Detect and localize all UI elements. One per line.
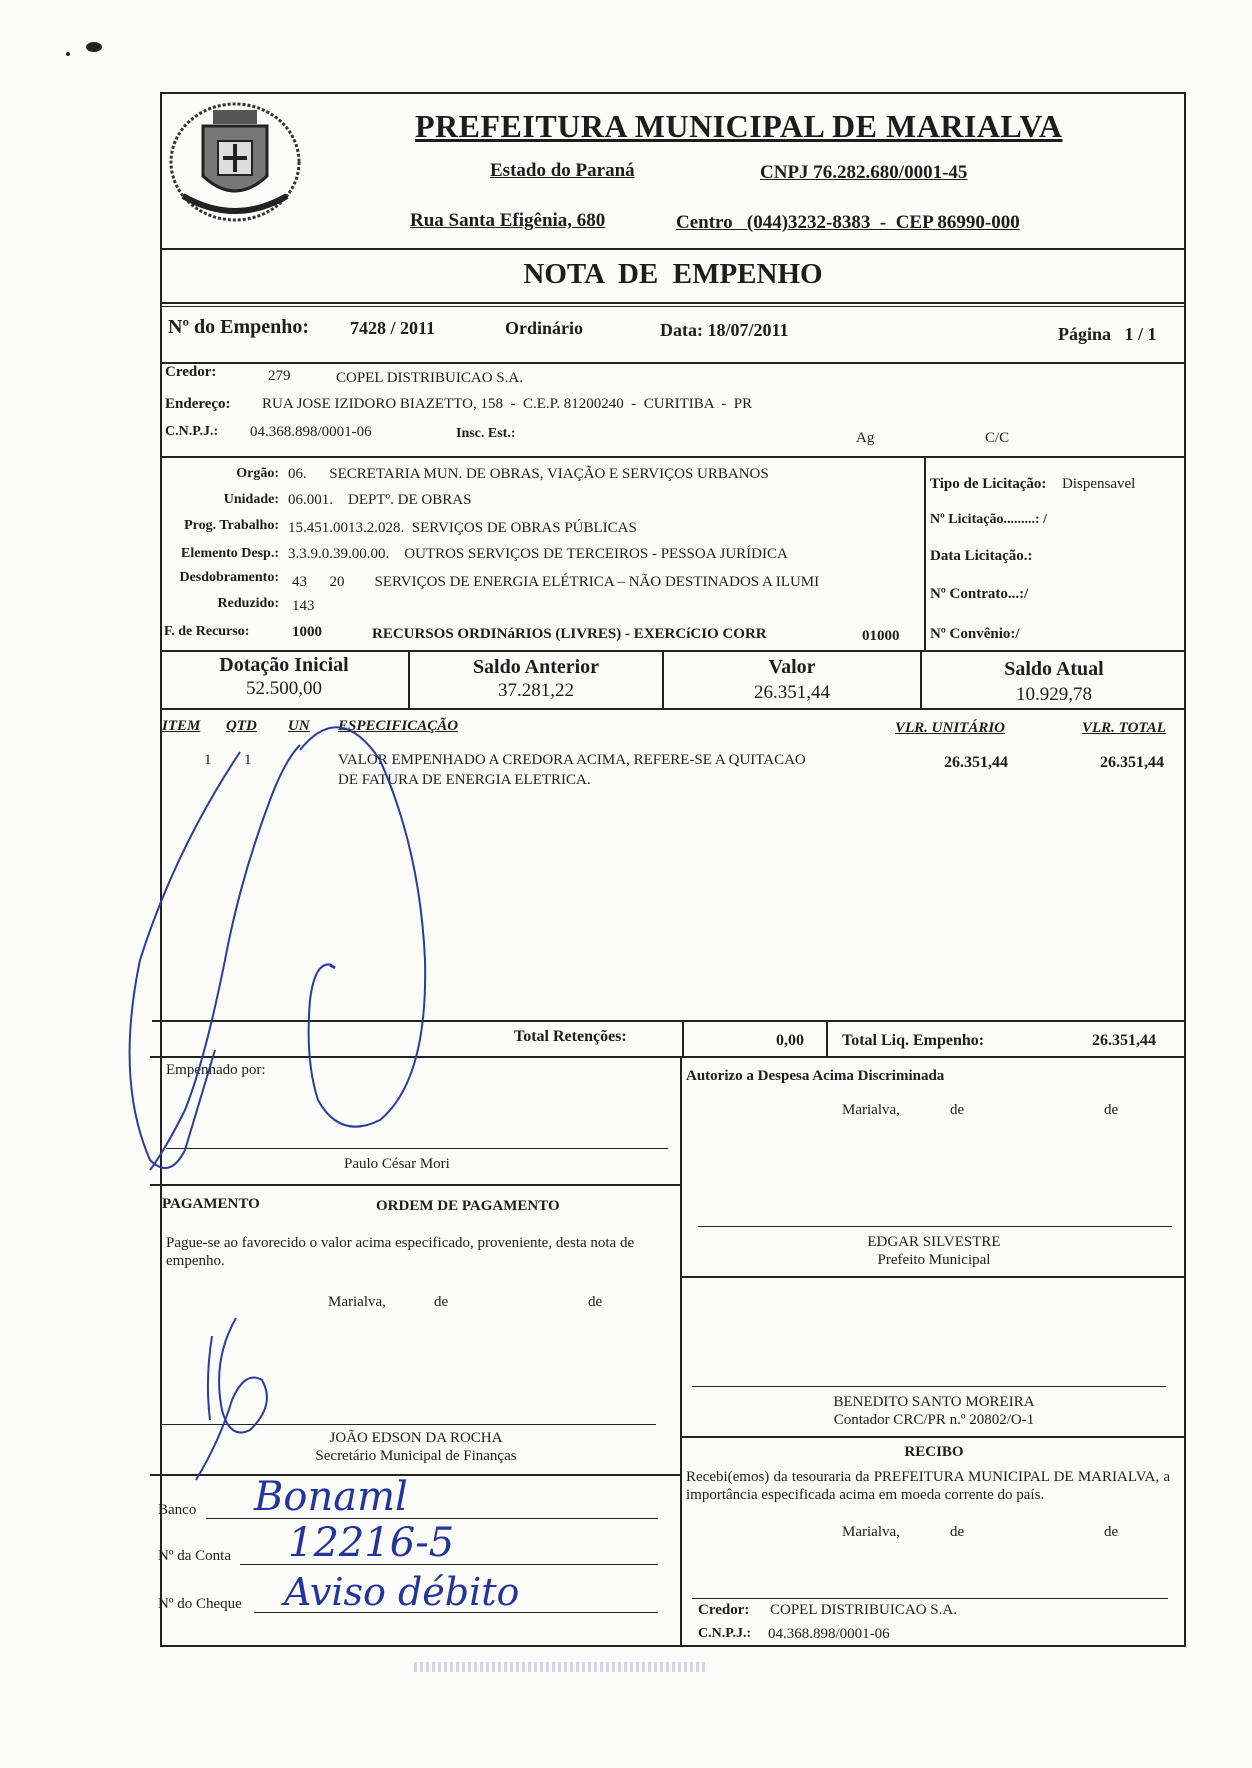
cc-label: C/C [985, 430, 1010, 446]
convenio-number: Nº Convênio:/ [930, 626, 1020, 642]
col-qtd: QTD [226, 718, 257, 734]
total-retencoes-label: Total Retenções: [514, 1028, 627, 1045]
saldo-atual-value: 10.929,78 [1016, 684, 1092, 705]
address-value: RUA JOSE IZIDORO BIAZETTO, 158 - C.E.P. 81200240 - CURITIBA - PR [262, 396, 753, 412]
secretario-name: JOÃO EDSON DA ROCHA [329, 1430, 503, 1446]
pagamento-label: PAGAMENTO [162, 1196, 260, 1212]
contador-role: Contador CRC/PR n.º 20802/O-1 [833, 1412, 1035, 1428]
desdobramento-value: 43 20 SERVIÇOS DE ENERGIA ELÉTRICA – NÃO DESTINADOS A ILUMI [292, 574, 820, 590]
elemento-desp-value: 3.3.9.0.39.00.00. OUTROS SERVIÇOS DE TERCEIROS - PESSOA JURÍDICA [288, 546, 788, 562]
cheque-label: Nº do Cheque [158, 1596, 242, 1612]
col-spec: ESPECIFICAÇÃO [338, 718, 459, 734]
pagamento-de2: de [588, 1294, 603, 1310]
tipo-licitacao-value: Dispensavel [1062, 476, 1136, 492]
prog-trabalho-value: 15.451.0013.2.028. SERVIÇOS DE OBRAS PÚBLICAS [288, 520, 637, 536]
prefeito-name: EDGAR SILVESTRE [867, 1234, 1001, 1250]
scan-stamp-noise [414, 1662, 706, 1672]
col-un: UN [288, 718, 310, 734]
valor-label: Valor [768, 656, 816, 678]
fonte-recurso-label: F. de Recurso: [164, 624, 250, 639]
desdobramento-label: Desdobramento: [179, 570, 279, 585]
pagamento-text: Pague-se ao favorecido o valor acima especificado, proveniente, desta nota de empenho. [166, 1235, 635, 1269]
empenho-date: Data: 18/07/2011 [660, 320, 789, 340]
reduzido-label: Reduzido: [217, 596, 279, 611]
elemento-desp-label: Elemento Desp.: [181, 546, 279, 561]
saldo-anterior-value: 37.281,22 [498, 680, 574, 701]
recibo-title: RECIBO [904, 1444, 964, 1460]
item-unit-value: 26.351,44 [944, 754, 1008, 771]
orgao-label: Orgão: [236, 466, 279, 481]
reduzido-value: 143 [292, 598, 315, 614]
credor-code: 279 [268, 368, 291, 384]
col-total-value: VLR. TOTAL [1082, 720, 1166, 736]
licitacao-number: Nº Licitação.........: / [930, 512, 1047, 527]
recibo-credor-name: COPEL DISTRIBUICAO S.A. [770, 1602, 957, 1618]
unidade-value: 06.001. DEPTº. DE OBRAS [288, 492, 472, 508]
item-spec-line1: VALOR EMPENHADO A CREDORA ACIMA, REFERE-SE A QUITACAO [338, 752, 806, 768]
col-unit-value: VLR. UNITÁRIO [895, 720, 1006, 736]
header-state: Estado do Paraná [490, 160, 635, 181]
empenho-number: 7428 / 2011 [350, 318, 436, 338]
cnpj-value: 04.368.898/0001-06 [250, 424, 372, 440]
header-title: PREFEITURA MUNICIPAL DE MARIALVA [415, 108, 1063, 144]
item-spec-line2: DE FATURA DE ENERGIA ELETRICA. [338, 772, 591, 788]
dotacao-inicial-value: 52.500,00 [246, 678, 322, 699]
dotacao-inicial-label: Dotação Inicial [219, 654, 349, 676]
page-number: Página 1 / 1 [1058, 324, 1157, 344]
header-street: Rua Santa Efigênia, 680 [410, 210, 606, 231]
cnpj-label: C.N.P.J.: [165, 424, 219, 439]
recibo-text: Recebi(emos) da tesouraria da PREFEITURA MUNICIPAL DE MARIALVA, a importância especificada acima em moeda corrente do país. [686, 1469, 1170, 1503]
prog-trabalho-label: Prog. Trabalho: [184, 518, 279, 533]
conta-value: 12216-5 [288, 1520, 455, 1566]
recibo-place: Marialva, [842, 1524, 900, 1540]
recibo-credor-label: Credor: [698, 1602, 750, 1618]
pagamento-place: Marialva, [328, 1294, 386, 1310]
item-total-value: 26.351,44 [1100, 754, 1164, 771]
autorizo-label: Autorizo a Despesa Acima Discriminada [686, 1068, 945, 1084]
autorizo-de2: de [1104, 1102, 1119, 1118]
tipo-licitacao-label: Tipo de Licitação: [930, 476, 1047, 492]
col-item: ITEM [162, 718, 201, 734]
fonte-recurso-num: 01000 [862, 628, 900, 644]
banco-value: Bonaml [254, 1474, 408, 1520]
total-retencoes-value: 0,00 [776, 1032, 804, 1049]
prefeito-role: Prefeito Municipal [877, 1252, 991, 1268]
ag-label: Ag [856, 430, 875, 446]
orgao-value: 06. SECRETARIA MUN. DE OBRAS, VIAÇÃO E SERVIÇOS URBANOS [288, 466, 769, 482]
unidade-label: Unidade: [223, 492, 279, 507]
insc-est-label: Insc. Est.: [456, 426, 516, 441]
ordem-pagamento-label: ORDEM DE PAGAMENTO [376, 1198, 560, 1214]
total-liq-label: Total Liq. Empenho: [842, 1032, 985, 1049]
item-number: 1 [204, 752, 212, 768]
contador-name: BENEDITO SANTO MOREIRA [833, 1394, 1035, 1410]
recibo-de2: de [1104, 1524, 1119, 1540]
recibo-cnpj-label: C.N.P.J.: [698, 1626, 752, 1641]
pagamento-de1: de [434, 1294, 449, 1310]
saldo-anterior-label: Saldo Anterior [472, 656, 600, 678]
empenho-number-label: Nº do Empenho: [168, 316, 310, 338]
coat-of-arms-logo [163, 96, 308, 231]
address-label: Endereço: [165, 396, 231, 412]
contrato-number: Nº Contrato...:/ [930, 586, 1029, 602]
cheque-value: Aviso débito [284, 1570, 520, 1614]
licitacao-date: Data Licitação.: [930, 548, 1033, 564]
fonte-recurso-desc: RECURSOS ORDINáRIOS (LIVRES) - EXERCíCIO CORR [372, 626, 767, 642]
valor-value: 26.351,44 [754, 682, 830, 703]
document-title: NOTA DE EMPENHO [523, 258, 823, 290]
empenhado-por-name: Paulo César Mori [344, 1156, 450, 1172]
credor-name: COPEL DISTRIBUICAO S.A. [336, 370, 523, 386]
saldo-atual-label: Saldo Atual [1004, 658, 1104, 680]
header-cnpj: CNPJ 76.282.680/0001-45 [760, 162, 968, 183]
scan-speck [86, 42, 102, 52]
banco-label: Banco [158, 1502, 197, 1518]
autorizo-de1: de [950, 1102, 965, 1118]
recibo-cnpj-value: 04.368.898/0001-06 [768, 1626, 890, 1642]
conta-label: Nº da Conta [158, 1548, 231, 1564]
scan-speck [66, 52, 70, 56]
total-liq-value: 26.351,44 [1092, 1032, 1156, 1049]
autorizo-place: Marialva, [842, 1102, 900, 1118]
credor-label: Credor: [165, 364, 217, 380]
secretario-role: Secretário Municipal de Finanças [315, 1448, 517, 1464]
recibo-de1: de [950, 1524, 965, 1540]
empenhado-por-label: Empenhado por: [166, 1062, 266, 1078]
empenho-type: Ordinário [505, 318, 584, 338]
item-qtd: 1 [244, 752, 252, 768]
fonte-recurso-code: 1000 [292, 624, 322, 640]
header-contact: Centro (044)3232-8383 - CEP 86990-000 [676, 212, 1020, 233]
